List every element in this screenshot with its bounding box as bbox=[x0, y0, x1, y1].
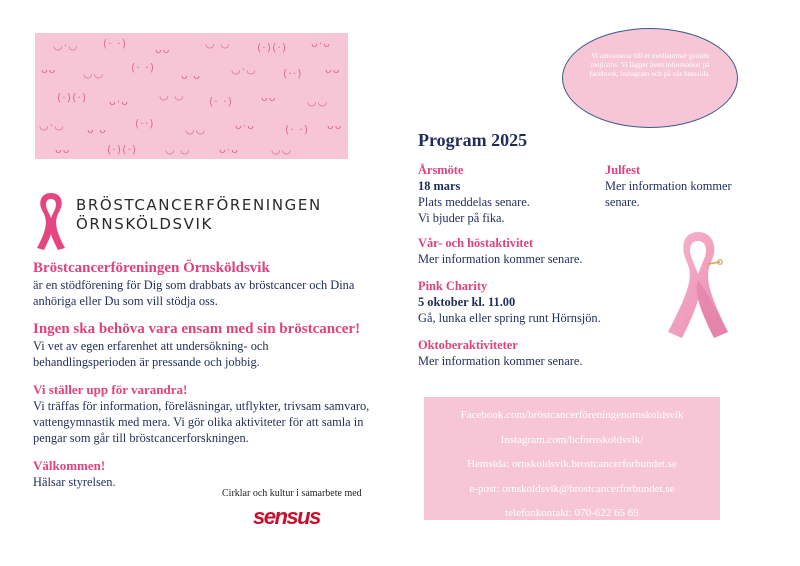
pink-ribbon-logo-icon bbox=[33, 190, 69, 252]
pink-charity-heading: Pink Charity bbox=[418, 279, 488, 293]
announcement-text: Vi annonserar till er medlemmar genom mejl/sms. Vi lägger även information på facebook, instagram och på vår hemsida. bbox=[589, 51, 711, 78]
pink-ribbon-icon bbox=[664, 228, 734, 343]
phone-text: telefonkontakt: 070-622 65 69 bbox=[505, 507, 639, 519]
support-heading: Vi ställer upp för varandra! bbox=[33, 382, 188, 397]
logo-name-line1: BRÖSTCANCERFÖRENINGEN bbox=[76, 196, 322, 214]
logo-name-line2: ÖRNSKÖLDSVIK bbox=[76, 215, 213, 233]
alone-heading: Ingen ska behöva vara ensam med sin bröstcancer! bbox=[33, 321, 361, 337]
oktober-text: Mer information kommer senare. bbox=[418, 354, 583, 368]
welcome-text: Hälsar styrelsen. bbox=[33, 475, 116, 489]
arsmote-line2: Vi bjuder på fika. bbox=[418, 211, 505, 225]
program-title: Program 2025 bbox=[418, 130, 528, 150]
pink-ribbon-illustration bbox=[664, 228, 734, 348]
julfest-heading: Julfest bbox=[605, 163, 641, 177]
email-link[interactable]: e-post: ornskoldsvik@brostcancerforbundet.se bbox=[469, 482, 675, 495]
left-column bbox=[33, 260, 378, 490]
contact-box bbox=[424, 397, 720, 520]
event-arsmote bbox=[418, 163, 598, 226]
event-oktober bbox=[418, 338, 638, 369]
event-var-host bbox=[418, 236, 638, 267]
cirklar-text: Cirklar och kultur i samarbete med bbox=[222, 488, 362, 499]
decorative-pattern: ◡·◡ (· ·) ᴗᴗ ◡ ◡ (·)(·) ᴗ·ᴗ ᴗᴗ ◡◡ (· ·) ᴗ ᴗ ◡·◡ (··) ᴗᴗ (·)(·) ᴗ·ᴗ ◡ ◡ (· ·) ᴗᴗ ◡◡ ◡·◡ ᴗ ᴗ (··) ◡◡ ᴗ·ᴗ (· ·) ᴗᴗ ᴗᴗ (·)(·) ◡ ◡ ᴗ·ᴗ ◡◡ bbox=[35, 33, 348, 159]
arsmote-line1: Plats meddelas senare. bbox=[418, 195, 530, 209]
pink-charity-text: Gå, lunka eller spring runt Hörnsjön. bbox=[418, 311, 601, 325]
pink-charity-date: 5 oktober kl. 11.00 bbox=[418, 295, 516, 309]
alone-text: Vi vet av egen erfarenhet att undersökning- och behandlingsperioden är pressande och jobbig. bbox=[33, 339, 269, 369]
sensus-logo: sensus bbox=[253, 504, 320, 529]
oktober-heading: Oktoberaktiviteter bbox=[418, 338, 518, 352]
event-julfest bbox=[605, 163, 755, 210]
instagram-link[interactable]: Instagram.com/bcfornskoldsvik/ bbox=[500, 433, 644, 446]
facebook-link[interactable]: Facebook.com/bröstcancerföreningenornskoldsvik bbox=[460, 409, 684, 421]
support-text: Vi träffas för information, föreläsningar, utflykter, trivsam samvaro, vattengymnastik med mera. Vi gör olika aktiviteter för att samla in pengar som går till bröstcancerforskningen. bbox=[33, 399, 370, 445]
intro-text: är en stödförening för Dig som drabbats av bröstcancer och Dina anhöriga eller Du som vill stödja oss. bbox=[33, 278, 355, 308]
arsmote-date: 18 mars bbox=[418, 179, 461, 193]
intro-heading: Bröstcancerföreningen Örnsköldsvik bbox=[33, 260, 270, 276]
announcement-oval bbox=[562, 28, 738, 128]
welcome-heading: Välkommen! bbox=[33, 458, 106, 473]
julfest-text: Mer information kommer senare. bbox=[605, 179, 732, 209]
var-host-heading: Vår- och höstaktivitet bbox=[418, 236, 534, 250]
event-pink-charity bbox=[418, 279, 658, 326]
website-link[interactable]: Hemsida: ornskoldsvik.brostcancerforbundet.se bbox=[467, 458, 677, 470]
association-logo bbox=[33, 190, 322, 252]
var-host-text: Mer information kommer senare. bbox=[418, 252, 583, 266]
arsmote-heading: Årsmöte bbox=[418, 163, 464, 177]
